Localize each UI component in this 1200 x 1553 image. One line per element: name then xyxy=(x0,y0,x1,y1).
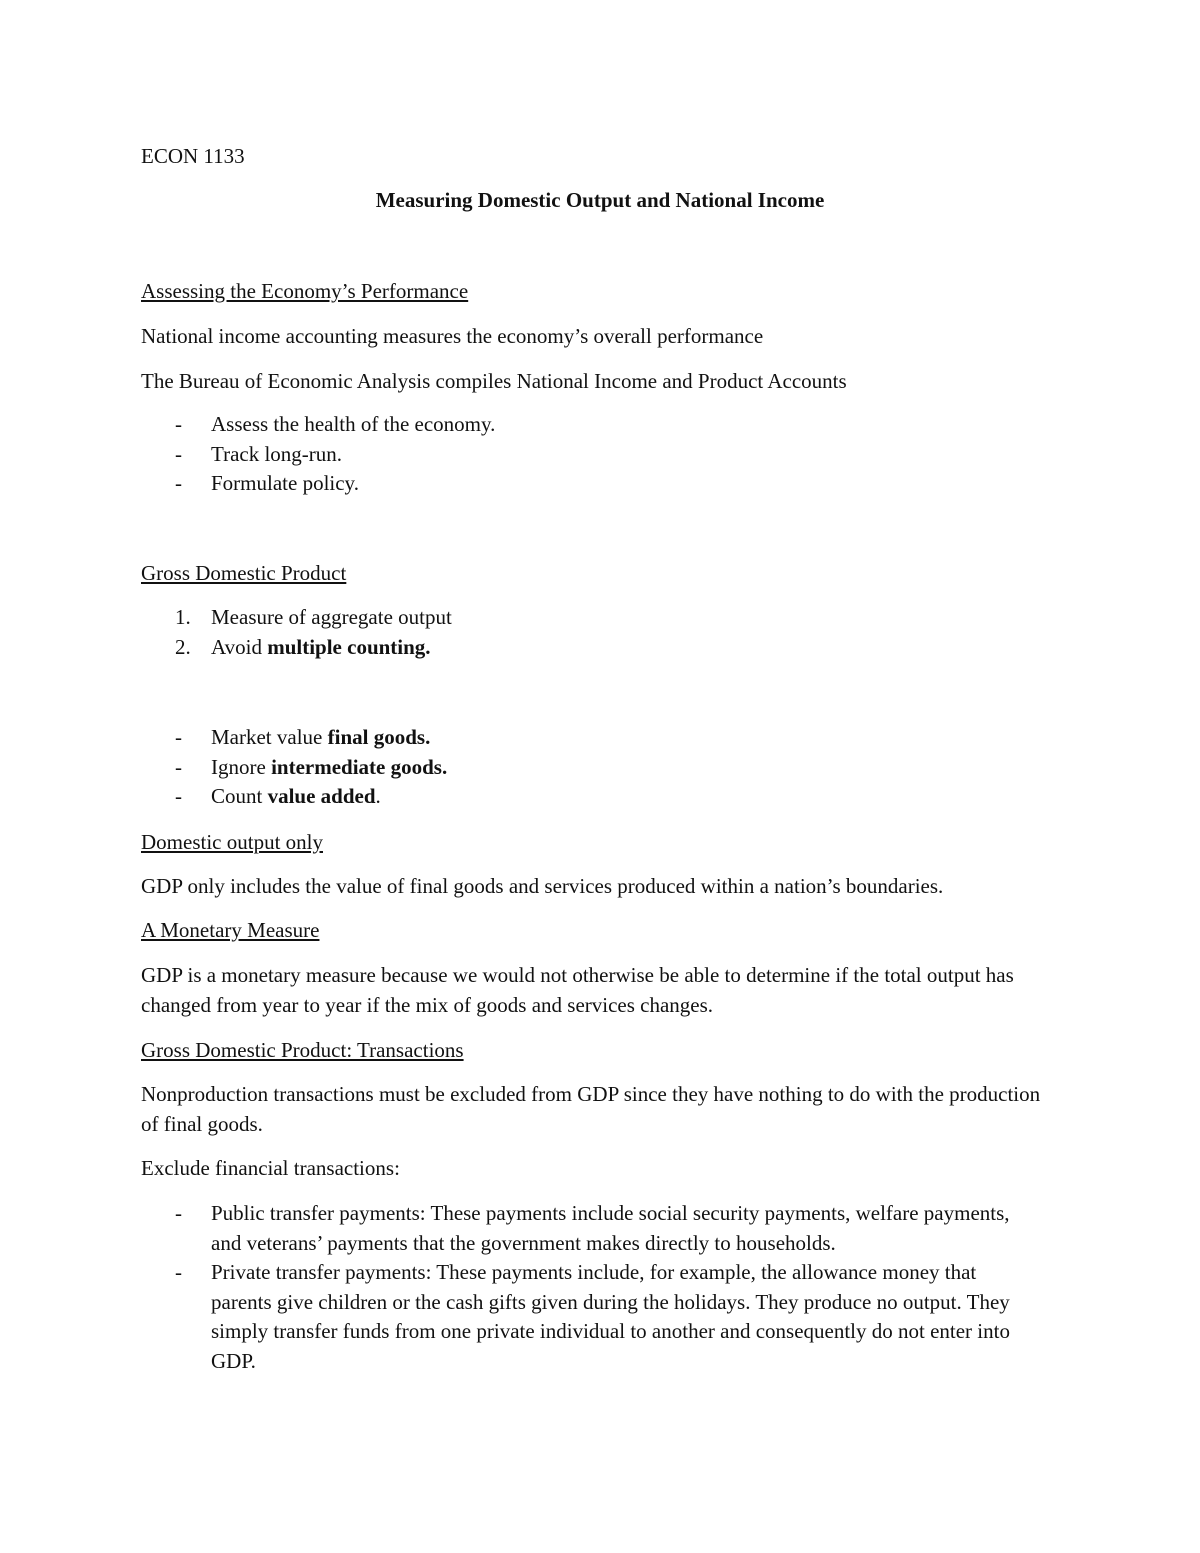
list-item: - Ignore intermediate goods. xyxy=(141,753,447,783)
bullet-marker: - xyxy=(175,412,182,436)
course-code: ECON 1133 xyxy=(141,144,245,168)
list-item: - Formulate policy. xyxy=(141,469,495,499)
list-item: - Private transfer payments: These payments include, for example, the allowance money that parents give children or the cash gifts given during the holidays. They produce no output. They simply transfer funds from one private individual to another and consequently do not enter into GDP. xyxy=(175,1260,1010,1373)
paragraph: GDP only includes the value of final goods and services produced within a nation’s boundaries. xyxy=(141,874,944,898)
bullet-marker: - xyxy=(175,784,182,808)
paragraph: Exclude financial transactions: xyxy=(141,1156,400,1180)
bullet-marker: - xyxy=(175,725,182,749)
bullet-marker: - xyxy=(175,1201,182,1225)
bullet-list xyxy=(141,1199,1041,1376)
section-heading-performance: Assessing the Economy’s Performance xyxy=(141,279,469,303)
list-item: - Public transfer payments: These payments include social security payments, welfare payments, and veterans’ payments that the government makes directly to households. xyxy=(175,1201,1010,1255)
bullet-marker: - xyxy=(175,471,182,495)
section-heading-transactions: Gross Domestic Product: Transactions xyxy=(141,1038,464,1062)
paragraph: National income accounting measures the economy’s overall performance xyxy=(141,324,764,348)
bullet-marker: - xyxy=(175,441,182,466)
list-item: 1. Measure of aggregate output xyxy=(141,603,452,633)
paragraph: The Bureau of Economic Analysis compiles National Income and Product Accounts xyxy=(141,369,847,393)
list-item: - Track long-run. xyxy=(141,440,495,470)
section-heading-domestic-output: Domestic output only xyxy=(141,830,323,854)
list-item: - Assess the health of the economy. xyxy=(141,410,495,440)
list-item: - Market value final goods. xyxy=(141,723,447,753)
number-marker: 2. xyxy=(175,634,191,659)
section-heading-gdp: Gross Domestic Product xyxy=(141,561,347,585)
page-title: Measuring Domestic Output and National Income xyxy=(375,188,825,212)
list-item: - Count value added. xyxy=(141,782,447,812)
number-marker: 1. xyxy=(175,605,191,629)
section-heading-monetary-measure: A Monetary Measure xyxy=(141,918,320,942)
bullet-list xyxy=(141,723,447,812)
bullet-marker: - xyxy=(175,754,182,779)
list-item: 2. Avoid multiple counting. xyxy=(141,633,452,663)
paragraph: GDP is a monetary measure because we would not otherwise be able to determine if the total output has changed from year to year if the mix of goods and services changes. xyxy=(141,963,1014,1017)
bullet-list xyxy=(141,410,495,499)
bullet-marker: - xyxy=(175,1260,182,1284)
paragraph: Nonproduction transactions must be excluded from GDP since they have nothing to do with the production of final goods. xyxy=(141,1082,1041,1136)
numbered-list xyxy=(141,603,452,662)
